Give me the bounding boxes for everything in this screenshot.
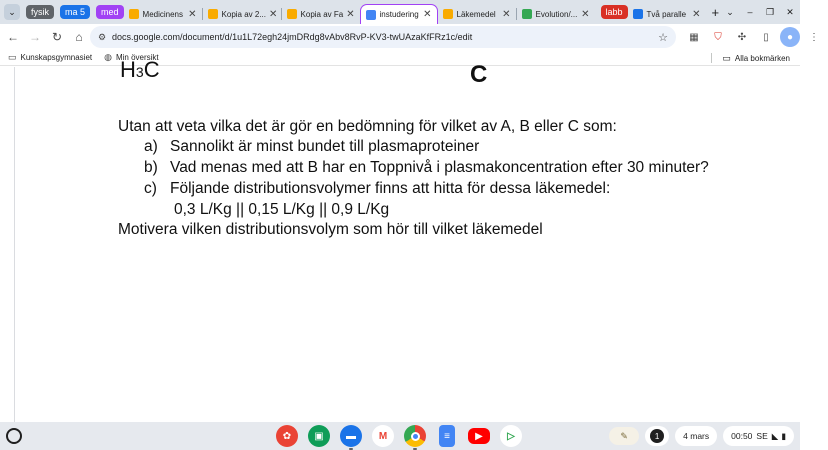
reload-button[interactable] <box>46 26 68 48</box>
close-tab-icon[interactable]: ✕ <box>423 9 432 20</box>
notification-center[interactable] <box>645 426 669 446</box>
site-favicon-icon <box>633 9 643 19</box>
photos-app-icon[interactable]: ✿ <box>276 425 298 447</box>
browser-toolbar <box>0 24 819 50</box>
tab-search-button[interactable] <box>4 4 20 20</box>
tab-group-ma5[interactable]: ma 5 <box>60 5 90 19</box>
page-edge <box>14 67 15 422</box>
close-tab-icon[interactable]: ✕ <box>188 8 197 20</box>
sheets-favicon-icon <box>522 9 532 19</box>
side-panel-icon[interactable]: ▯ <box>763 31 769 43</box>
slides-favicon-icon <box>443 9 453 19</box>
bookmark-star-icon[interactable]: ☆ <box>658 31 668 44</box>
globe-icon: ◍ <box>104 52 112 62</box>
arrow-left-icon: ← <box>7 30 19 44</box>
question-outro[interactable]: Motivera vilken distributionsvolym som hör till vilket läkemedel <box>118 221 543 238</box>
tab-kopia-av-2[interactable]: Kopia av 2... ✕ <box>203 4 281 24</box>
home-icon: ⌂ <box>75 30 83 44</box>
close-tab-icon[interactable]: ✕ <box>346 8 355 20</box>
forward-button[interactable] <box>24 26 46 48</box>
url-text[interactable]: docs.google.com/document/d/1u1L72egh24jmDRdg8vAbv8RvP-KV3-twUAzaKfFRz1c/edit <box>112 32 473 42</box>
play-store-app-icon[interactable]: ▷ <box>500 425 522 447</box>
close-tab-icon[interactable]: ✕ <box>692 8 701 20</box>
tab-overview-icon[interactable]: ⌄ <box>726 6 734 17</box>
screen-capture-icon[interactable]: ▦ <box>689 31 699 43</box>
chevron-down-icon: ⌄ <box>8 6 16 17</box>
tote-holding-space-icon[interactable]: ✎ <box>609 427 639 445</box>
youtube-app-icon[interactable]: ▶ <box>468 428 490 444</box>
bookmarks-divider <box>711 53 712 63</box>
folder-icon: ▭ <box>722 52 731 63</box>
compound-label-c: C <box>470 61 488 88</box>
reload-icon: ↻ <box>51 30 63 44</box>
arrow-right-icon: → <box>29 30 41 44</box>
more-menu-icon[interactable]: ⋮ <box>809 31 819 43</box>
tab-kopia-av-fa[interactable]: Kopia av Fa ✕ <box>282 4 360 24</box>
docs-favicon-icon <box>366 10 376 20</box>
system-tray[interactable]: 00:50 SE ◣ ▮ <box>723 426 794 446</box>
chrome-center-icon <box>411 432 420 441</box>
tab-group-labb[interactable]: labb <box>601 5 628 19</box>
slides-favicon-icon <box>287 9 297 19</box>
back-button[interactable] <box>2 26 24 48</box>
minimize-icon[interactable]: – <box>747 7 753 17</box>
close-tab-icon[interactable]: ✕ <box>269 8 278 20</box>
shield-extension-icon[interactable]: ⛉ <box>714 31 722 43</box>
slides-favicon-icon <box>129 9 139 19</box>
status-tray <box>609 426 794 446</box>
tab-evolution[interactable]: Evolution/... ✕ <box>517 4 595 24</box>
window-controls <box>720 0 800 24</box>
chrome-app-icon[interactable] <box>404 425 426 447</box>
close-tab-icon[interactable]: ✕ <box>581 8 590 20</box>
tab-tva-paralle[interactable]: Två paralle ✕ <box>628 4 706 24</box>
date-tray[interactable]: 4 mars <box>675 426 717 446</box>
question-item-c[interactable]: c) Följande distributionsvolymer finns att hitta för dessa läkemedel: <box>144 180 611 197</box>
question-item-b[interactable]: b) Vad menas med att B har en Toppnivå i plasmakoncentration efter 30 minuter? <box>144 159 709 176</box>
tab-medicinens[interactable]: Medicinens ✕ <box>124 4 202 24</box>
new-tab-button[interactable]: + <box>711 4 720 20</box>
profile-avatar[interactable]: ● <box>780 27 800 47</box>
tab-strip <box>0 0 800 24</box>
tab-group-med[interactable]: med <box>96 5 124 19</box>
close-window-icon[interactable]: ✕ <box>786 6 794 17</box>
tab-instudering[interactable]: instudering ✕ <box>360 4 438 24</box>
docs-app-icon[interactable]: ≡ <box>439 425 455 447</box>
site-info-icon[interactable]: ⚙ <box>97 31 107 42</box>
extensions-puzzle-icon[interactable]: ✣ <box>737 31 747 43</box>
address-bar[interactable] <box>90 26 676 48</box>
slides-favicon-icon <box>208 9 218 19</box>
pinned-apps <box>276 425 532 447</box>
maximize-icon[interactable]: ❐ <box>765 6 775 17</box>
all-bookmarks[interactable]: ▭ Alla bokmärken <box>711 50 790 66</box>
os-shelf <box>0 422 800 450</box>
bookmark-min-oversikt[interactable]: ◍ Min översikt <box>104 52 159 62</box>
tab-group-fysik[interactable]: fysik <box>26 5 54 19</box>
close-tab-icon[interactable]: ✕ <box>502 8 511 20</box>
folder-icon: ▭ <box>8 52 17 62</box>
distribution-volumes[interactable]: 0,3 L/Kg || 0,15 L/Kg || 0,9 L/Kg <box>174 201 390 218</box>
notification-count-badge: 1 <box>650 429 664 443</box>
launcher-button[interactable] <box>6 428 22 444</box>
tab-lakemedel[interactable]: Läkemedel ✕ <box>438 4 516 24</box>
question-item-a[interactable]: a) Sannolikt är minst bundet till plasmaproteiner <box>144 138 480 155</box>
chemical-formula-fragment: H3C <box>120 57 160 82</box>
files-app-icon[interactable]: ▬ <box>340 425 362 447</box>
extensions-area <box>684 26 828 48</box>
bookmark-kunskapsgymnasiet[interactable]: ▭ Kunskapsgymnasiet <box>8 52 93 62</box>
battery-icon: ▮ <box>781 430 786 441</box>
question-intro[interactable]: Utan att veta vilka det är gör en bedömning för vilket av A, B eller C som: <box>118 118 617 135</box>
wifi-icon: ◣ <box>771 430 779 441</box>
classroom-app-icon[interactable]: ▣ <box>308 425 330 447</box>
home-button[interactable] <box>68 26 90 48</box>
gmail-app-icon[interactable]: M <box>372 425 394 447</box>
